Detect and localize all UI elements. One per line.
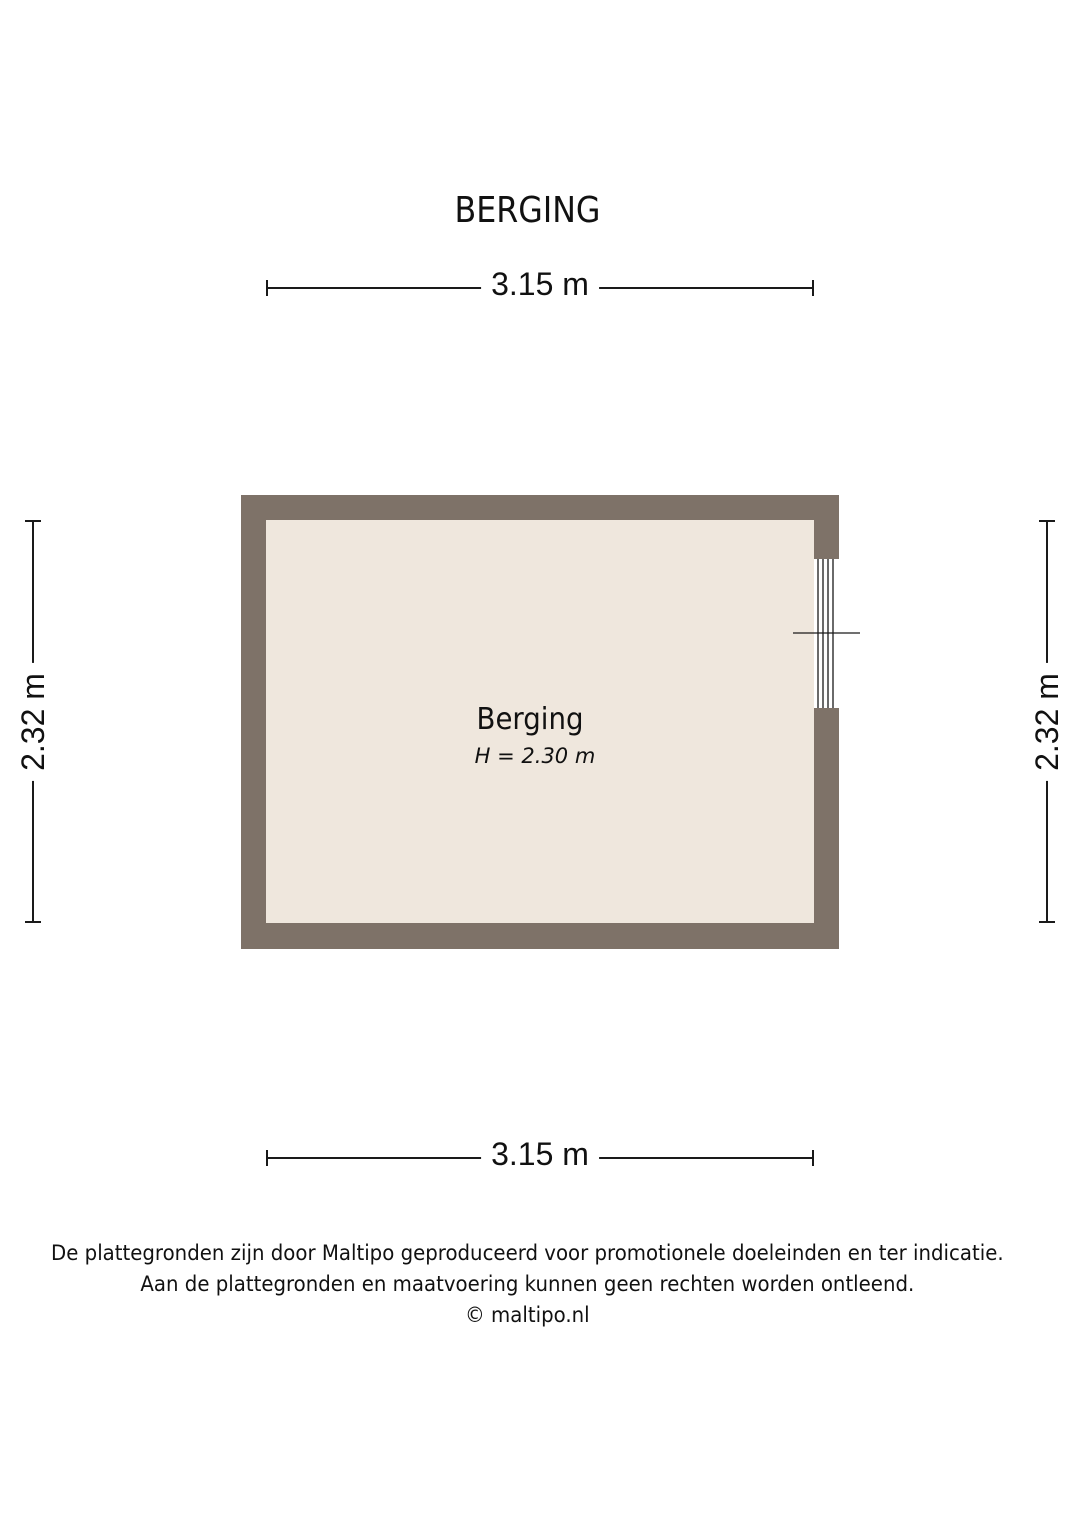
bottom-width-dimension bbox=[266, 1136, 814, 1172]
copyright: © maltipo.nl bbox=[465, 1303, 590, 1327]
page-title: BERGING bbox=[454, 190, 601, 231]
dimension-tick bbox=[812, 1150, 814, 1166]
right-height-label: 2.32 m bbox=[1027, 663, 1067, 781]
room-height: H = 2.30 m bbox=[474, 744, 596, 768]
disclaimer-line: De plattegronden zijn door Maltipo geproduceerd voor promotionele doeleinden en ter indicatie. bbox=[51, 1241, 1004, 1265]
bottom-width-label: 3.15 m bbox=[481, 1134, 599, 1174]
disclaimer bbox=[0, 1238, 1055, 1331]
disclaimer-line: Aan de plattegronden en maatvoering kunnen geen rechten worden ontleend. bbox=[140, 1272, 915, 1296]
top-width-label: 3.15 m bbox=[481, 264, 599, 304]
dimension-tick bbox=[266, 1150, 268, 1166]
left-height-label: 2.32 m bbox=[13, 663, 53, 781]
room-name: Berging bbox=[476, 702, 584, 737]
